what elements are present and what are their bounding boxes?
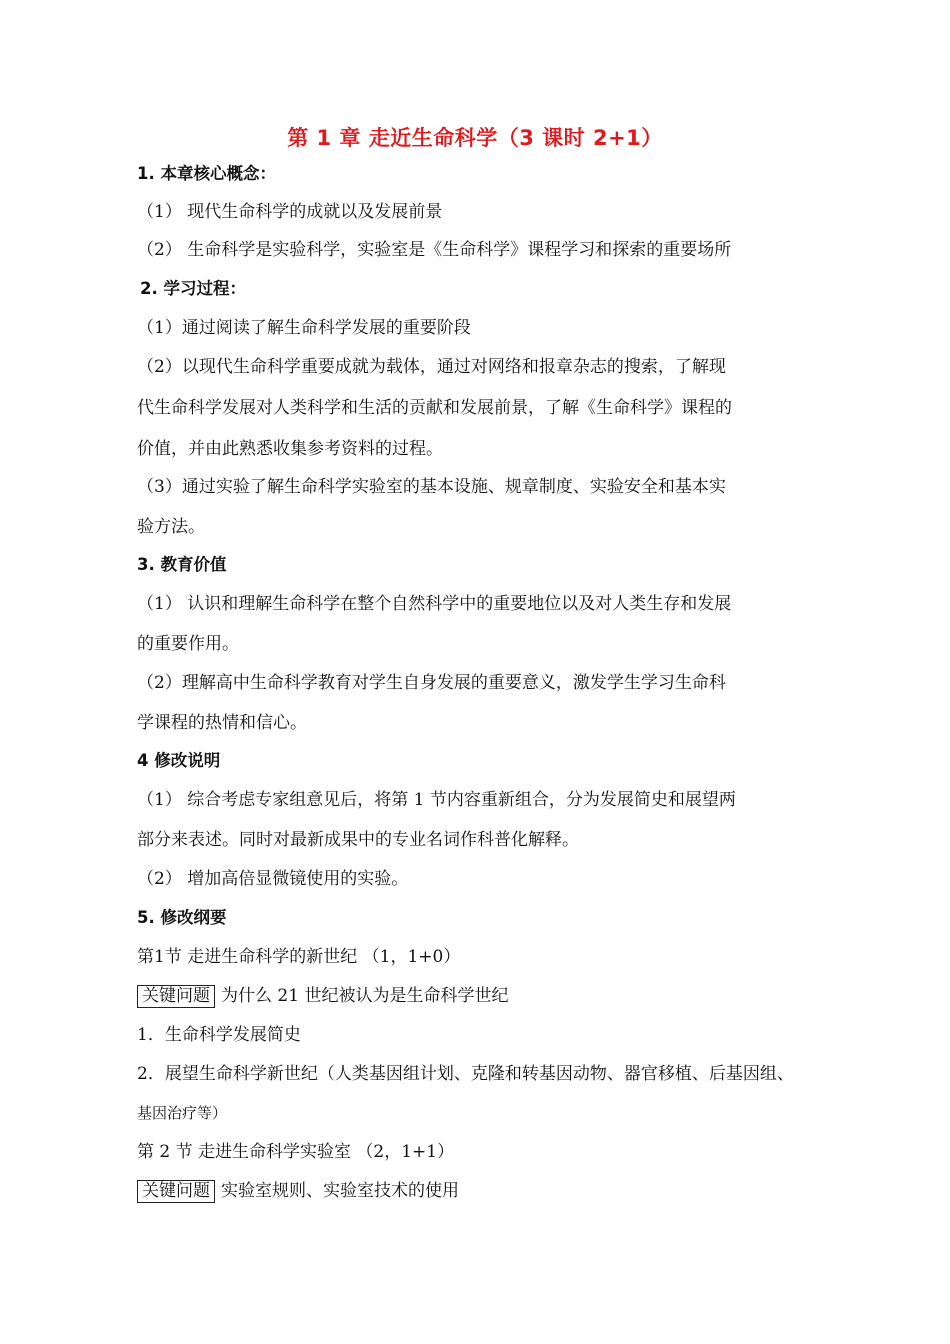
section-2-item-3-line-1: （3）通过实验了解生命科学实验室的基本设施、规章制度、实验安全和基本实 (137, 477, 726, 497)
section-3-item-2-line-2: 学课程的热情和信心。 (137, 713, 307, 733)
outline-section-2-key-question (137, 1179, 817, 1203)
section-2-item-2-line-2: 代生命科学发展对人类科学和生活的贡献和发展前景，了解《生命科学》课程的 (137, 398, 732, 418)
outline-section-2-title: 第 2 节 走进生命科学实验室 （2，1+1） (137, 1142, 455, 1162)
section-3-heading: 3. 教育价值 (137, 555, 227, 574)
section-3-item-2-line-1: （2）理解高中生命科学教育对学生自身发展的重要意义，激发学生学习生命科 (137, 673, 726, 693)
outline-section-1-key-question (137, 984, 817, 1008)
section-1-item-2: （2） 生命科学是实验科学，实验室是《生命科学》课程学习和探索的重要场所 (137, 240, 732, 260)
outline-section-1-item-2-line-2: 基因治疗等） (137, 1104, 228, 1122)
section-4-item-2: （2） 增加高倍显微镜使用的实验。 (137, 869, 409, 889)
section-2-heading: 2. 学习过程： (140, 279, 246, 298)
section-1-item-1: （1） 现代生命科学的成就以及发展前景 (137, 202, 443, 222)
chapter-title: 第 1 章 走近生命科学（3 课时 2+1） (287, 126, 663, 150)
section-3-item-1-line-2: 的重要作用。 (137, 634, 239, 654)
key-question-text: 为什么 21 世纪被认为是生命科学世纪 (221, 986, 509, 1006)
outline-section-1-item-2-line-1: 2．展望生命科学新世纪（人类基因组计划、克隆和转基因动物、器官移植、后基因组、 (137, 1064, 794, 1084)
outline-section-1-title: 第1节 走进生命科学的新世纪 （1，1+0） (137, 947, 461, 967)
section-4-heading: 4 修改说明 (137, 751, 221, 770)
section-2-item-3-line-2: 验方法。 (137, 517, 205, 537)
key-question-text: 实验室规则、实验室技术的使用 (221, 1181, 459, 1201)
key-question-label: 关键问题 (137, 1180, 215, 1203)
section-2-item-2-line-1: （2）以现代生命科学重要成就为载体，通过对网络和报章杂志的搜索，了解现 (137, 357, 726, 377)
key-question-label: 关键问题 (137, 985, 215, 1008)
section-4-item-1-line-2: 部分来表述。同时对最新成果中的专业名词作科普化解释。 (137, 830, 579, 850)
section-3-item-1-line-1: （1） 认识和理解生命科学在整个自然科学中的重要地位以及对人类生存和发展 (137, 594, 732, 614)
outline-section-1-item-1: 1．生命科学发展简史 (137, 1025, 301, 1045)
section-2-item-2-line-3: 价值，并由此熟悉收集参考资料的过程。 (137, 439, 443, 459)
section-5-heading: 5. 修改纲要 (137, 908, 227, 927)
section-2-item-1: （1）通过阅读了解生命科学发展的重要阶段 (137, 318, 471, 338)
section-4-item-1-line-1: （1） 综合考虑专家组意见后，将第 1 节内容重新组合，分为发展简史和展望两 (137, 790, 736, 810)
section-1-heading: 1. 本章核心概念： (137, 164, 276, 183)
